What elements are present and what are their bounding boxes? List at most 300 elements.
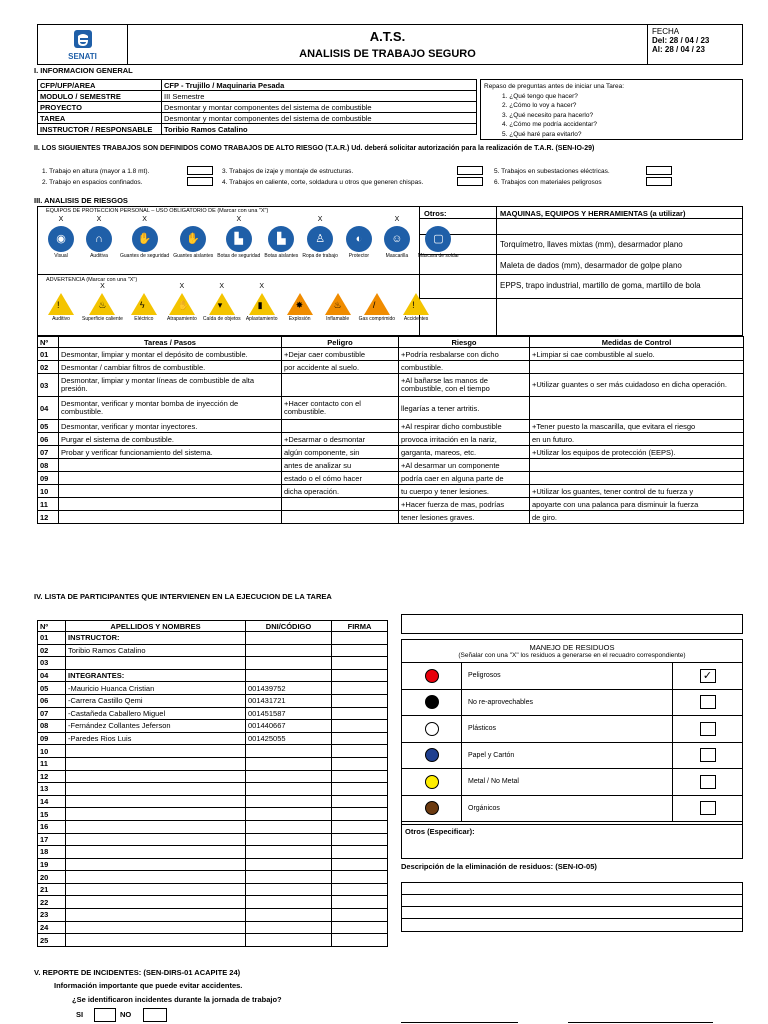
tar-checkbox[interactable] — [457, 177, 483, 186]
participant-name: -Carrera Castillo Qemi — [66, 694, 246, 707]
epp-mark — [264, 216, 298, 224]
adv-mark: X — [259, 283, 264, 290]
adv-title: ADVERTENCIA (Marcar con una "X") — [46, 277, 138, 283]
participant-name — [66, 909, 246, 922]
incident-question: ¿Se identificaron incidentes durante la jornada de trabajo? — [72, 995, 282, 1004]
adv-mark — [283, 283, 317, 291]
participant-signature[interactable] — [332, 669, 388, 682]
participant-signature[interactable] — [332, 783, 388, 796]
info-value: Desmontar y montar componentes del sistema de combustible — [162, 102, 477, 113]
task-hazard: estado o el cómo hacer — [282, 472, 399, 485]
accident-icon: ! — [403, 293, 429, 315]
task-step: Desmontar, limpiar y montar líneas de combustible de alta presión. — [59, 374, 282, 397]
adv-label: Atrapamiento — [166, 316, 197, 322]
goggles-icon: ◉ — [48, 226, 74, 252]
task-row — [38, 433, 744, 446]
participant-signature[interactable] — [332, 858, 388, 871]
task-risk: +Podría resbalarse con dicho — [399, 348, 530, 361]
tar-checkbox[interactable] — [187, 177, 213, 186]
adv-label: Auditivo — [52, 316, 70, 322]
tar-col-2 — [222, 166, 423, 188]
participant-row — [38, 720, 388, 733]
grid-divider — [419, 218, 743, 219]
epp-mark: X — [58, 216, 64, 223]
grid-divider — [419, 234, 743, 235]
epp-mark — [342, 216, 376, 224]
col-header: Riesgo — [399, 337, 530, 348]
entrapment-icon: ✋ — [169, 293, 195, 315]
tar-col-3 — [494, 166, 610, 188]
task-num: 06 — [38, 433, 59, 446]
participant-name — [66, 757, 246, 770]
participant-row — [38, 896, 388, 909]
adv-label: Explosión — [288, 316, 311, 322]
participant-row — [38, 732, 388, 745]
residuo-color-icon — [425, 748, 439, 762]
adv-label: Inflamable — [326, 316, 350, 322]
residuo-row — [402, 716, 742, 743]
tasks-table — [37, 336, 744, 524]
residuos-otros: Otros (Especificar): — [402, 824, 742, 838]
participant-signature[interactable] — [332, 795, 388, 808]
participant-name — [66, 921, 246, 934]
task-num: 07 — [38, 446, 59, 459]
participant-name — [66, 770, 246, 783]
maquina-item: EPPS, trapo industrial, martillo de goma, martillo de bola — [500, 281, 701, 290]
participant-row — [38, 657, 388, 670]
task-risk: llegarías a tener artritis. — [399, 397, 530, 420]
participant-signature[interactable] — [332, 883, 388, 896]
epp-mark — [173, 216, 213, 224]
participant-row — [38, 833, 388, 846]
si-checkbox[interactable] — [94, 1008, 116, 1022]
participant-signature[interactable] — [332, 694, 388, 707]
participant-signature[interactable] — [332, 846, 388, 859]
task-risk: +Al desarmar un componente — [399, 459, 530, 472]
adv-label: Aplastamiento — [245, 316, 278, 322]
adv-label: Accidentes — [403, 316, 429, 322]
participant-num: 01 — [38, 632, 66, 645]
info-label: PROYECTO — [38, 102, 162, 113]
task-row — [38, 485, 744, 498]
task-risk: provoca irritación en la nariz, — [399, 433, 530, 446]
participant-name — [66, 871, 246, 884]
participant-num: 14 — [38, 795, 66, 808]
task-control — [530, 361, 744, 374]
grid-divider — [419, 274, 743, 275]
task-row — [38, 348, 744, 361]
senati-logo-icon — [72, 28, 94, 50]
participant-row — [38, 820, 388, 833]
adv-mark: X — [219, 283, 225, 290]
maquinas-title: MAQUINAS, EQUIPOS Y HERRAMIENTAS (a utilizar) — [500, 209, 686, 218]
epp-label: Botas aislantes — [264, 253, 299, 259]
tar-item: 4. Trabajos en caliente, corte, soldadura u otros que generen chispas. — [222, 179, 424, 186]
face-shield-icon: ◐ — [346, 226, 372, 252]
residuo-row — [402, 796, 742, 823]
participant-num: 12 — [38, 770, 66, 783]
residuo-row — [402, 769, 742, 796]
residuo-row — [402, 743, 742, 770]
participant-num: 21 — [38, 883, 66, 896]
participant-row — [38, 921, 388, 934]
task-step: Purgar el sistema de combustible. — [59, 433, 282, 446]
residuo-checkbox[interactable] — [700, 695, 716, 709]
residuo-checkbox[interactable] — [700, 801, 716, 815]
task-num: 10 — [38, 485, 59, 498]
participant-num: 08 — [38, 720, 66, 733]
task-control: apoyarte con una palanca para disminuir la fuerza — [530, 498, 744, 511]
task-num: 04 — [38, 397, 59, 420]
participant-name: INTEGRANTES: — [66, 669, 246, 682]
participant-num: 07 — [38, 707, 66, 720]
task-num: 09 — [38, 472, 59, 485]
participant-row — [38, 934, 388, 947]
participant-signature[interactable] — [332, 632, 388, 645]
residuo-checkbox[interactable] — [700, 722, 716, 736]
participant-signature[interactable] — [332, 820, 388, 833]
task-num: 02 — [38, 361, 59, 374]
participant-row — [38, 632, 388, 645]
info-value: CFP - Trujillo / Maquinaria Pesada — [162, 80, 477, 91]
col-header: DNI/CÓDIGO — [246, 621, 332, 632]
task-num: 12 — [38, 511, 59, 524]
tar-item: 2. Trabajo en espacios confinados. — [42, 179, 143, 186]
task-hazard: +Desarmar o desmontar — [282, 433, 399, 446]
epp-label: Guantes de seguridad — [120, 253, 170, 259]
task-control — [530, 472, 744, 485]
task-control — [530, 397, 744, 420]
participant-num: 09 — [38, 732, 66, 745]
epp-title: EQUIPOS DE PROTECCION PERSONAL – USO OBLIGATORIO DE (Marcar con una "X") — [46, 208, 269, 214]
info-label: MODULO / SEMESTRE — [38, 91, 162, 102]
residuo-checkbox[interactable] — [700, 775, 716, 789]
participant-num: 03 — [38, 657, 66, 670]
task-step: Desmontar / cambiar filtros de combustible. — [59, 361, 282, 374]
task-hazard: antes de analizar su — [282, 459, 399, 472]
task-row — [38, 374, 744, 397]
residuo-label: Orgánicos — [468, 804, 500, 812]
question-item: 2. ¿Cómo lo voy a hacer? — [502, 102, 577, 109]
participant-row — [38, 808, 388, 821]
participant-num: 18 — [38, 846, 66, 859]
tar-item: 1. Trabajo en altura (mayor a 1.8 mt). — [42, 168, 150, 175]
residuo-label: Papel y Cartón — [468, 751, 515, 759]
task-risk: combustible. — [399, 361, 530, 374]
epp-icons — [42, 216, 461, 259]
grid-divider — [419, 298, 743, 299]
residuos-subtitle: (Señalar con una "X" los residuos a generarse en el recuadro correspondiente) — [402, 652, 742, 663]
task-hazard — [282, 374, 399, 397]
task-risk: garganta, mareos, etc. — [399, 446, 530, 459]
adv-mark: X — [179, 283, 185, 290]
residuos-list — [402, 663, 742, 822]
col-header: FIRMA — [332, 621, 388, 632]
participant-signature[interactable] — [332, 871, 388, 884]
residuo-label: No re-aprovechables — [468, 698, 533, 706]
residuo-row — [402, 690, 742, 717]
participant-signature[interactable] — [332, 770, 388, 783]
participant-dni — [246, 820, 332, 833]
participant-row — [38, 846, 388, 859]
task-control: de giro. — [530, 511, 744, 524]
question-item: 5. ¿Qué haré para evitarlo? — [502, 130, 582, 138]
residuo-label: Metal / No Metal — [468, 778, 519, 786]
participant-dni: 001440667 — [246, 720, 332, 733]
participant-signature[interactable] — [332, 833, 388, 846]
date-from: Del: 28 / 04 / 23 — [652, 36, 710, 45]
grid-divider — [496, 206, 497, 336]
task-num: 08 — [38, 459, 59, 472]
participant-name: -Fernández Collantes Jeferson — [66, 720, 246, 733]
signature-line — [401, 1022, 518, 1023]
col-header: Tareas / Pasos — [59, 337, 282, 348]
residuo-label: Peligrosos — [468, 672, 501, 680]
maquina-item: Torquímetro, llaves mixtas (mm), desarmador plano — [500, 240, 683, 249]
participant-row — [38, 669, 388, 682]
participant-name — [66, 657, 246, 670]
tar-checkbox[interactable] — [646, 177, 672, 186]
task-control: en un futuro. — [530, 433, 744, 446]
participant-signature[interactable] — [332, 745, 388, 758]
date-label: FECHA — [652, 27, 680, 36]
participant-row — [38, 783, 388, 796]
task-control — [530, 459, 744, 472]
participant-name — [66, 934, 246, 947]
participant-name — [66, 808, 246, 821]
epp-mark: X — [142, 216, 147, 223]
grid-divider — [37, 274, 419, 275]
participant-name — [66, 745, 246, 758]
otros-label: Otros: — [424, 209, 447, 218]
participant-signature[interactable] — [332, 921, 388, 934]
section-1-heading: I. INFORMACION GENERAL — [34, 66, 133, 75]
participant-signature[interactable] — [332, 909, 388, 922]
logo-text: SENATI — [68, 52, 97, 61]
signature-line — [568, 1022, 713, 1023]
participant-dni — [246, 921, 332, 934]
adv-mark — [127, 283, 161, 291]
task-step: Desmontar, verificar y montar inyectores. — [59, 420, 282, 433]
no-checkbox[interactable] — [143, 1008, 167, 1022]
task-hazard: por accidente al suelo. — [282, 361, 399, 374]
question-item: 4. ¿Cómo me podría accidentar? — [502, 121, 598, 128]
residuo-label: Plásticos — [468, 725, 497, 733]
participant-num: 02 — [38, 644, 66, 657]
participant-row — [38, 707, 388, 720]
epp-label: Guantes aislantes — [173, 253, 214, 259]
participant-signature[interactable] — [332, 757, 388, 770]
task-row — [38, 498, 744, 511]
date-to: Al: 28 / 04 / 23 — [652, 45, 705, 54]
tar-checkbox[interactable] — [646, 166, 672, 175]
epp-label: Ropa de trabajo — [302, 253, 338, 259]
participants-table — [37, 620, 388, 947]
col-header: Peligro — [282, 337, 399, 348]
grid-divider — [419, 254, 743, 255]
task-num: 11 — [38, 498, 59, 511]
task-risk: podría caer en alguna parte de — [399, 472, 530, 485]
task-row — [38, 511, 744, 524]
participant-dni — [246, 896, 332, 909]
participant-dni — [246, 745, 332, 758]
adv-label: Eléctrico — [134, 316, 154, 322]
residuo-color-icon — [425, 695, 439, 709]
participant-name — [66, 795, 246, 808]
residuo-color-icon — [425, 775, 439, 789]
insulated-gloves-icon: ✋ — [180, 226, 206, 252]
noise-warning-icon: ! — [48, 293, 74, 315]
col-header: Nº — [38, 337, 59, 348]
participant-row — [38, 883, 388, 896]
participant-name: -Paredes Rios Luis — [66, 732, 246, 745]
info-value: Desmontar y montar componentes del sistema de combustible — [162, 113, 477, 124]
residuo-row — [402, 663, 742, 690]
welding-mask-icon: ▢ — [425, 226, 451, 252]
participant-dni — [246, 846, 332, 859]
participant-num: 06 — [38, 694, 66, 707]
explosion-icon: ✸ — [287, 293, 313, 315]
mask-icon: ☺ — [384, 226, 410, 252]
epp-label: Visual — [54, 253, 68, 259]
participant-row — [38, 858, 388, 871]
participant-dni — [246, 644, 332, 657]
participant-num: 10 — [38, 745, 66, 758]
participant-num: 05 — [38, 682, 66, 695]
participant-num: 04 — [38, 669, 66, 682]
participant-dni — [246, 757, 332, 770]
warning-icons — [42, 283, 435, 322]
tar-checkbox[interactable] — [457, 166, 483, 175]
doc-subtitle: ANALISIS DE TRABAJO SEGURO — [299, 48, 476, 60]
task-row — [38, 472, 744, 485]
epp-label: Botas de seguridad — [217, 253, 261, 259]
participant-row — [38, 694, 388, 707]
epp-label: Auditiva — [90, 253, 108, 259]
participant-name — [66, 846, 246, 859]
question-item: 1. ¿Qué tengo que hacer? — [502, 92, 578, 100]
compressed-gas-icon: / — [364, 293, 390, 315]
participant-name: -Mauricio Huanca Cristian — [66, 682, 246, 695]
participant-signature[interactable] — [332, 682, 388, 695]
participant-num: 24 — [38, 921, 66, 934]
descripcion-lines[interactable] — [401, 882, 743, 932]
adv-mark — [359, 283, 395, 291]
tar-col-1 — [42, 166, 149, 188]
participant-dni — [246, 808, 332, 821]
task-row — [38, 420, 744, 433]
participant-dni — [246, 770, 332, 783]
tar-checkbox[interactable] — [187, 166, 213, 175]
date-cell — [648, 25, 743, 65]
insulated-boots-icon: ▙ — [268, 226, 294, 252]
epp-label: Máscara de soldar — [417, 253, 460, 259]
participant-name — [66, 820, 246, 833]
task-control: +Utilizar guantes o ser más cuidadoso en dicha operación. — [530, 374, 744, 397]
participant-signature[interactable] — [332, 644, 388, 657]
participant-dni — [246, 669, 332, 682]
task-risk: +Al respirar dicho combustible — [399, 420, 530, 433]
participant-name: -Castañeda Caballero Miguel — [66, 707, 246, 720]
safety-boots-icon: ▙ — [226, 226, 252, 252]
participant-signature[interactable] — [332, 657, 388, 670]
participant-signature[interactable] — [332, 720, 388, 733]
tar-item: 3. Trabajos de izaje y montaje de estructuras. — [222, 168, 354, 175]
participant-num: 25 — [38, 934, 66, 947]
info-value: Toribio Ramos Catalino — [162, 124, 477, 135]
participant-dni — [246, 783, 332, 796]
participant-num: 13 — [38, 783, 66, 796]
task-control: +Utilizar los guantes, tener control de tu fuerza y — [530, 485, 744, 498]
participant-signature[interactable] — [332, 732, 388, 745]
epp-mark: X — [394, 216, 400, 223]
questions-title: Repaso de preguntas antes de iniciar una Tarea: — [484, 83, 625, 90]
participant-num: 17 — [38, 833, 66, 846]
participant-signature[interactable] — [332, 707, 388, 720]
task-step: Probar y verificar funcionamiento del sistema. — [59, 446, 282, 459]
participant-dni — [246, 833, 332, 846]
adv-mark: X — [100, 283, 105, 290]
info-label: TAREA — [38, 113, 162, 124]
participant-signature[interactable] — [332, 896, 388, 909]
participant-name — [66, 833, 246, 846]
participant-signature[interactable] — [332, 934, 388, 947]
task-step — [59, 485, 282, 498]
adv-mark — [399, 283, 433, 291]
questions-box — [480, 79, 743, 140]
task-num: 01 — [38, 348, 59, 361]
adv-label: Superficie caliente — [82, 316, 123, 322]
falling-objects-icon: ▾ — [209, 293, 235, 315]
participant-dni — [246, 657, 332, 670]
participant-num: 22 — [38, 896, 66, 909]
task-hazard — [282, 498, 399, 511]
participant-name: Toribio Ramos Catalino — [66, 644, 246, 657]
doc-title: A.T.S. — [369, 29, 406, 44]
info-label: CFP/UFP/AREA — [38, 80, 162, 91]
header-table — [37, 24, 743, 65]
task-step — [59, 511, 282, 524]
residuo-checkbox[interactable] — [700, 748, 716, 762]
residuo-color-icon — [425, 801, 439, 815]
gloves-icon: ✋ — [132, 226, 158, 252]
participant-dni — [246, 883, 332, 896]
participant-num: 11 — [38, 757, 66, 770]
residuos-descripcion: Descripción de la eliminación de residuos: (SEN-IO-05) — [401, 862, 597, 871]
participant-num: 20 — [38, 871, 66, 884]
residuos-box — [401, 639, 743, 859]
participant-row — [38, 871, 388, 884]
residuos-top-box — [401, 614, 743, 634]
task-hazard — [282, 420, 399, 433]
participant-name — [66, 783, 246, 796]
residuo-checkbox[interactable]: ✓ — [700, 669, 716, 683]
participant-dni: 001431721 — [246, 694, 332, 707]
epp-label: Mascarilla — [385, 253, 409, 259]
task-control: +Limpiar si cae combustible al suelo. — [530, 348, 744, 361]
col-header: Medidas de Control — [530, 337, 744, 348]
maquina-item: Maleta de dados (mm), desarmador de golpe plano — [500, 261, 682, 270]
question-item: 3. ¿Qué necesito para hacerlo? — [502, 111, 594, 119]
adv-label: Gas comprimido — [358, 316, 396, 322]
task-row — [38, 397, 744, 420]
epp-mark: X — [236, 216, 242, 223]
participant-row — [38, 757, 388, 770]
task-step — [59, 459, 282, 472]
task-row — [38, 459, 744, 472]
participant-signature[interactable] — [332, 808, 388, 821]
residuos-title: MANEJO DE RESIDUOS — [529, 643, 615, 652]
